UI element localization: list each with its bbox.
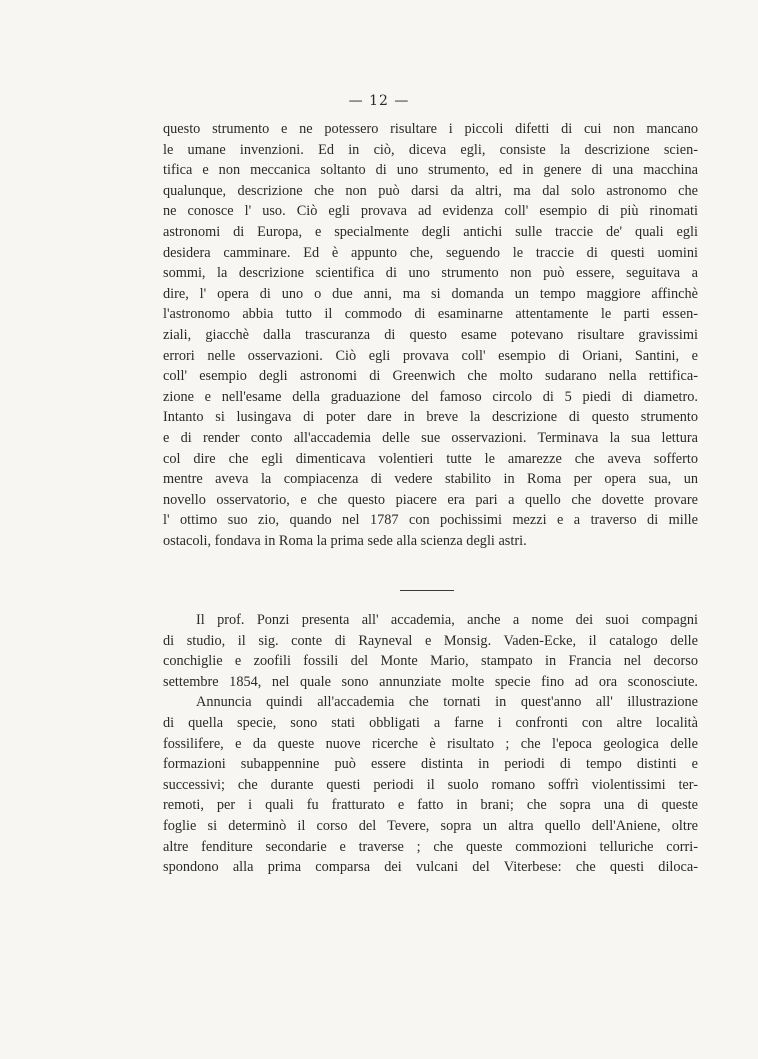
text-line: ne conosce l' uso. Ciò egli provava ad evidenza coll' esempio di più rinomati: [163, 203, 698, 220]
page-number: — 12 —: [348, 93, 410, 109]
text-line: sommi, la descrizione scientifica di uno strumento non può essere, seguitava a: [163, 265, 698, 282]
text-line: questo strumento e ne potessero risultare i piccoli difetti di cui non mancano: [163, 121, 698, 137]
text-line: foglie si determinò il corso del Tevere, sopra un altra quello dell'Aniene, oltre: [163, 817, 698, 834]
text-line: novello osservatorio, e che questo piacere era pari a quello che dovette provare: [163, 491, 698, 508]
text-line: astronomi di Europa, e specialmente degli antichi sulle traccie de' quali egli: [163, 223, 698, 240]
section-divider: [400, 590, 454, 591]
text-line: remoti, per i quali fu fratturato e fatto in brani; che sopra una di queste: [163, 797, 698, 814]
text-line: errori nelle osservazioni. Ciò egli provava coll' esempio di Oriani, Santini, e: [163, 347, 698, 364]
paragraph-2-3: [163, 610, 698, 878]
text-line: Il prof. Ponzi presenta all' accademia, anche a nome dei suoi compagni: [196, 612, 698, 628]
text-line: Annuncia quindi all'accademia che tornati in quest'anno all' illustrazione: [196, 694, 698, 711]
text-line: spondono alla prima comparsa dei vulcani del Viterbese: che questi diloca-: [163, 859, 698, 876]
text-line: qualunque, descrizione che non può darsi da altri, ma dal solo astronomo che: [163, 182, 698, 199]
paragraph-1: [163, 119, 698, 551]
text-line: di studio, il sig. conte di Rayneval e Monsig. Vaden-Ecke, il catalogo delle: [163, 632, 698, 649]
text-line: dire, l' opera di uno o due anni, ma si domanda un tempo maggiore affinchè: [163, 285, 698, 302]
text-line: le umane invenzioni. Ed in ciò, diceva egli, consiste la descrizione scien-: [163, 141, 698, 158]
text-line: ostacoli, fondava in Roma la prima sede alla scienza degli astri.: [163, 532, 527, 549]
text-line: Intanto si lusingava di poter dare in breve la descrizione di questo strumento: [163, 409, 698, 426]
text-line: successivi; che durante questi periodi il suolo romano soffrì violentissimi ter-: [163, 776, 698, 793]
text-line: zione e nell'esame della graduazione del famoso circolo di 5 piedi di diametro.: [163, 388, 698, 405]
text-line: settembre 1854, nel quale sono annunziate molte specie fino ad ora sconosciute.: [163, 673, 698, 690]
text-line: e di render conto all'accademia delle sue osservazioni. Terminava la sua lettura: [163, 429, 698, 446]
text-line: di quella specie, sono stati obbligati a farne i confronti con altre località: [163, 714, 698, 731]
text-line: formazioni subappennine può essere distinta in periodi di tempo distinti e: [163, 756, 698, 773]
text-line: l' ottimo suo zio, quando nel 1787 con pochissimi mezzi e a traverso di mille: [163, 512, 698, 529]
text-line: fossilifere, e da queste nuove ricerche è risultato ; che l'epoca geologica delle: [163, 735, 698, 752]
text-line: tifica e non meccanica soltanto di uno strumento, ed in genere di una macchina: [163, 162, 698, 179]
text-line: ziali, giacchè dalla trascuranza di questo esame potevano risultare gravissimi: [163, 326, 698, 343]
text-line: altre fenditure secondarie e traverse ; che queste commozioni telluriche corri-: [163, 838, 698, 855]
text-line: coll' esempio degli astronomi di Greenwich che molto sudarano nella rettifica-: [163, 368, 698, 385]
text-line: desidera camminare. Ed è appunto che, seguendo le traccie di questi uomini: [163, 244, 698, 261]
text-line: mentre aveva la compiacenza di vedere stabilito in Roma per opera sua, un: [163, 471, 698, 488]
text-line: col dire che egli dimenticava volentieri tutte le amarezze che aveva sofferto: [163, 450, 698, 467]
text-line: conchiglie e zoofili fossili del Monte Mario, stampato in Francia nel decorso: [163, 653, 698, 670]
text-line: l'astronomo abbia tutto il commodo di esaminarne attentamente le parti essen-: [163, 306, 698, 323]
